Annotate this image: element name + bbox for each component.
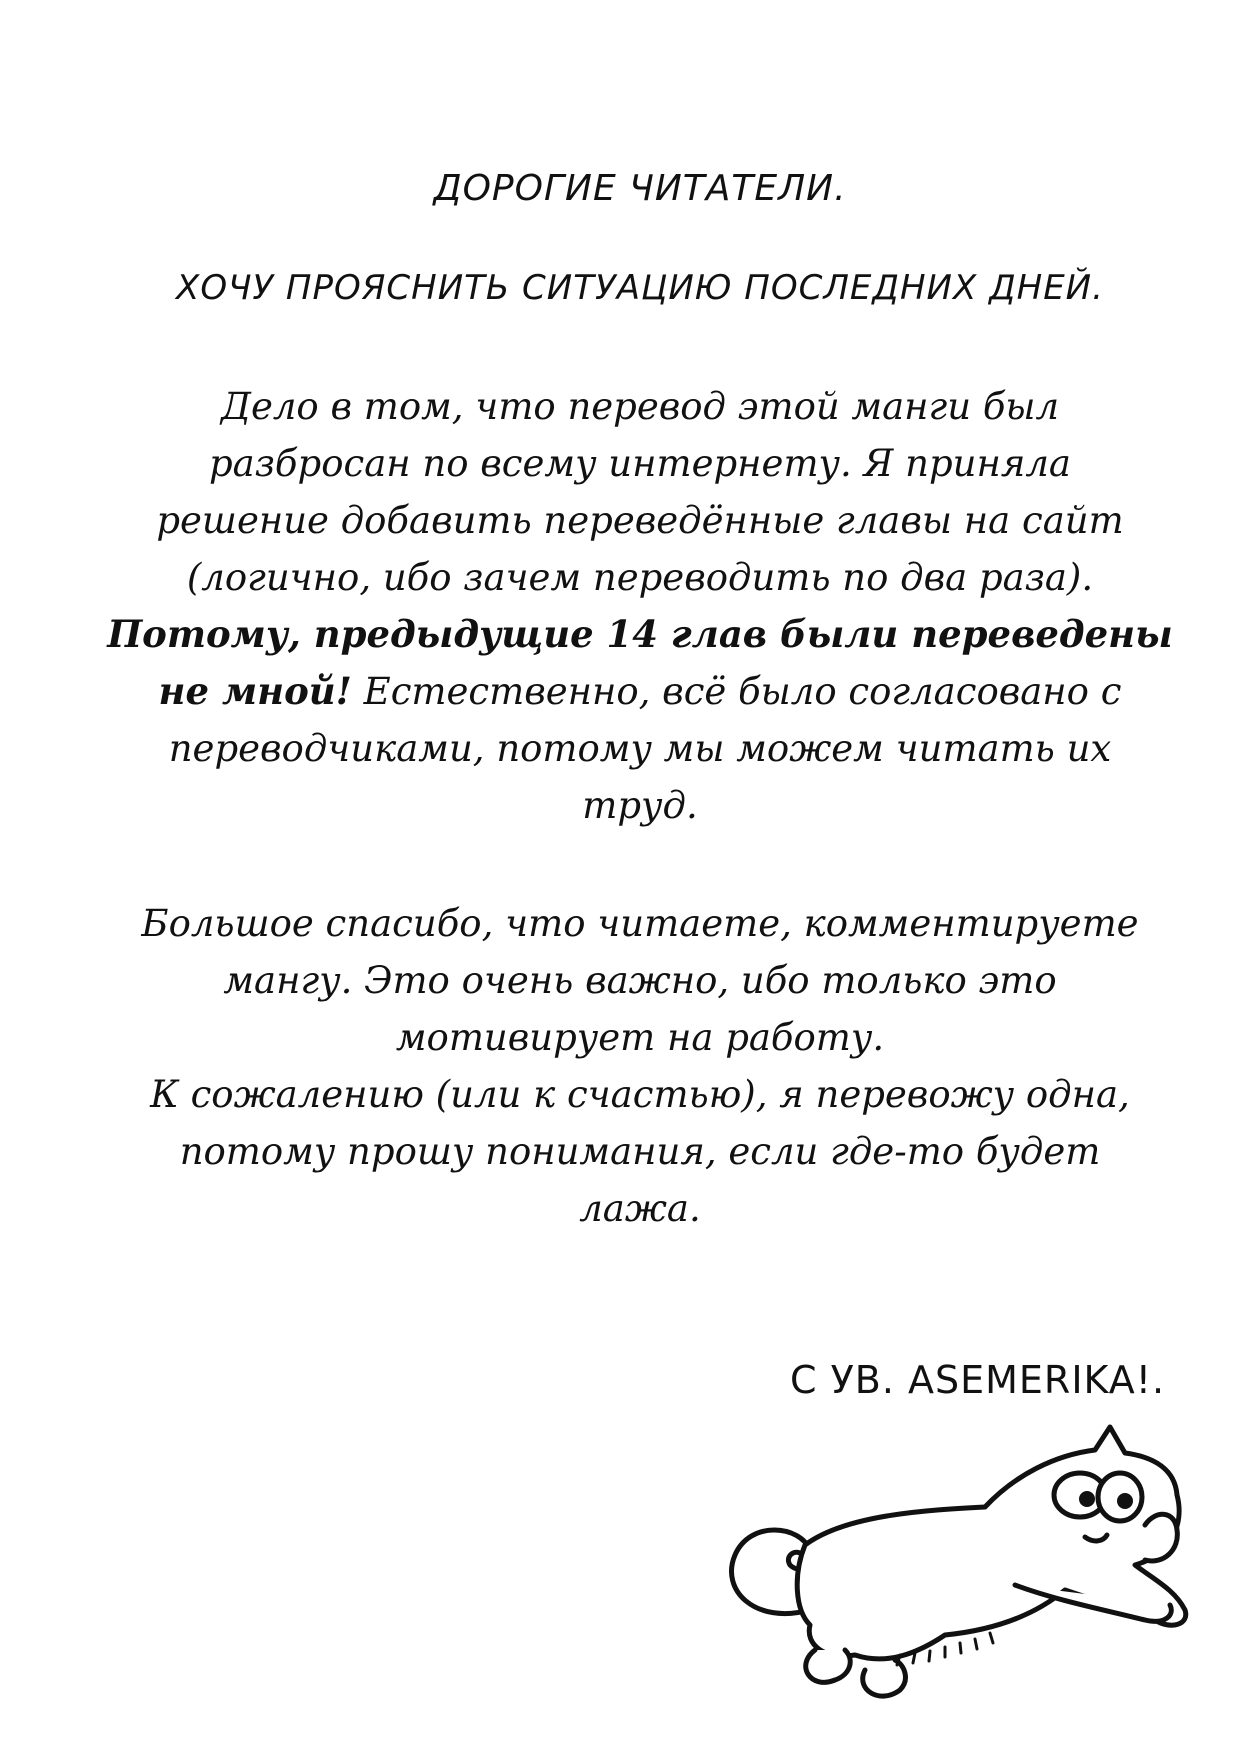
text-line: мотивирует на работу. [395, 1016, 885, 1059]
paragraph-explanation [100, 378, 1180, 834]
text-line: лажа. [579, 1187, 701, 1230]
text-line: решение добавить переведённые главы на сайт [156, 499, 1124, 542]
letter-greeting: ДОРОГИЕ ЧИТАТЕЛИ. [433, 168, 847, 209]
text-line: потому прошу понимания, если где-то будет [179, 1130, 1101, 1173]
text-fragment: Естественно, всё было согласовано с [351, 670, 1122, 713]
text-line: переводчиками, потому мы можем читать их [168, 727, 1112, 770]
text-line: Дело в том, что перевод этой манги был [220, 385, 1060, 428]
letter-signature: С УВ. ASEMERIKA!. [790, 1358, 1166, 1402]
paragraph-thanks [100, 895, 1180, 1237]
text-line: мангу. Это очень важно, ибо только это [223, 959, 1057, 1002]
lying-cat-icon [715, 1415, 1205, 1715]
text-line: К сожалению (или к счастью), я перевожу одна, [150, 1073, 1130, 1116]
text-line [100, 663, 1180, 720]
text-line: Большое спасибо, что читаете, комментируете [141, 902, 1139, 945]
text-line: (логично, ибо зачем переводить по два раза). [186, 556, 1094, 599]
emphasis-text: не мной! [158, 669, 352, 713]
emphasis-line: Потому, предыдущие 14 глав были переведены [107, 612, 1173, 656]
text-line: труд. [582, 784, 698, 827]
letter-intro: ХОЧУ ПРОЯСНИТЬ СИТУАЦИЮ ПОСЛЕДНИХ ДНЕЙ. [176, 268, 1104, 308]
text-line: разбросан по всему интернету. Я приняла [209, 442, 1071, 485]
